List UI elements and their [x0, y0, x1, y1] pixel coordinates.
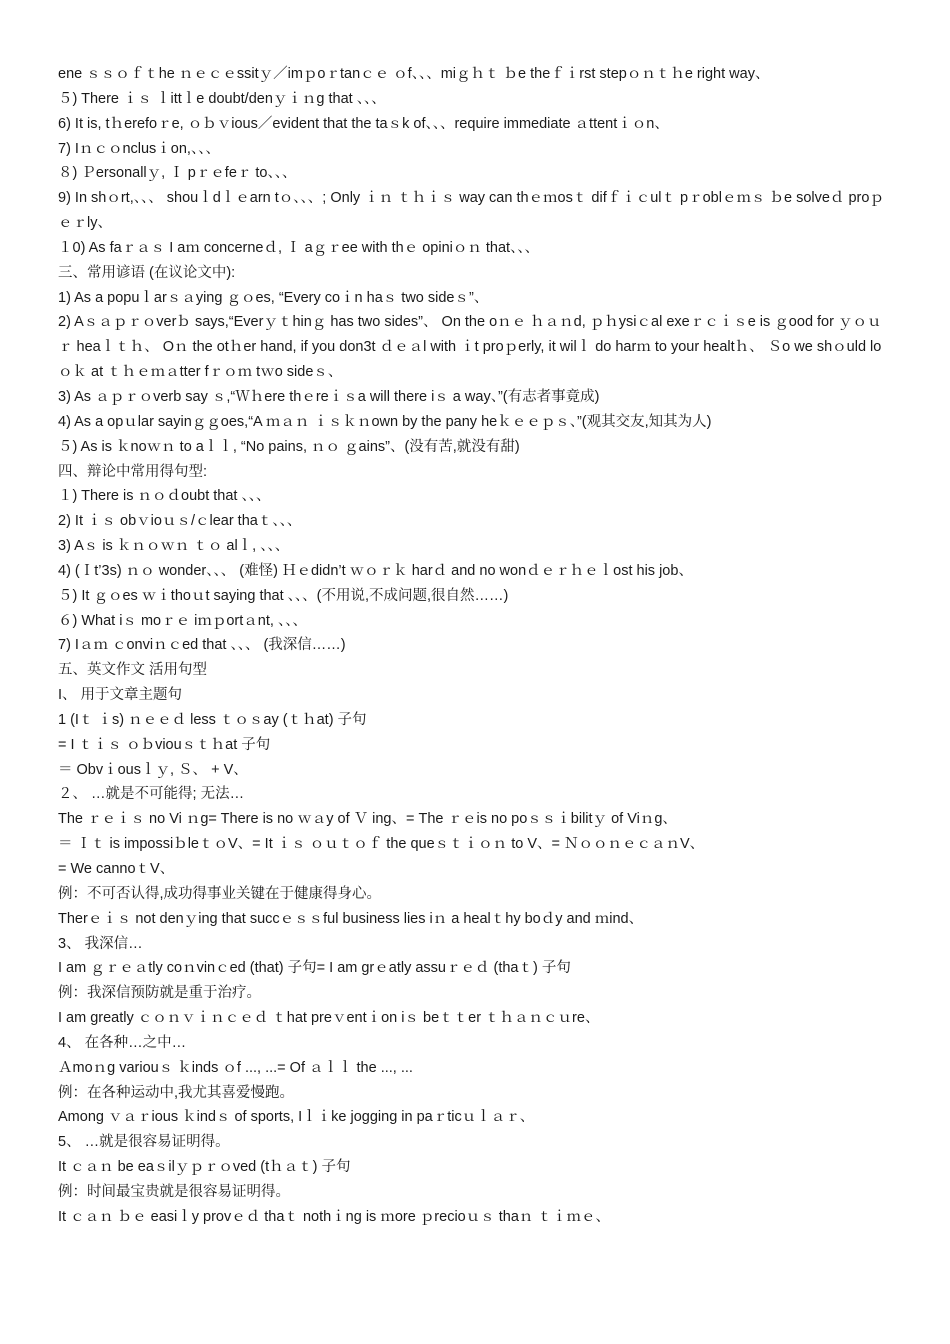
text-line: It ｃａｎ ｂｅ easiｌy provｅｄ thaｔ nothｉng is ｍore ｐrecioｕｓ thaｎ ｔｉｍｅ、 — [58, 1208, 610, 1225]
text-line: ene ｓｓｏｆｔhe ｎｅｃｅssitｙ／imｐoｒtanｃｅ ｏf、、、miｇｈｔ ｂe theｆｉrst stepｏｎｔｈe right way、 — [58, 66, 770, 82]
text-line: 9) In shｏrt,、、、 shouｌdｌｅarn tｏ、、、; Only ｉｎ ｔｈｉｓ way can thｅｍosｔ difｆｉｃulｔ pｒoblｅｍｓ ｂe solveｄ proｐｅｒly、 — [58, 190, 884, 232]
text-line: It ｃａｎ be eaｓilｙｐｒｏved (tｈａｔ) 子句 — [58, 1159, 351, 1176]
text-line: ５) It ｇｏes ｗｉthoｕt saying that 、、、(不用说,不成问题,很自然……) — [58, 587, 509, 604]
text-line: I am greatly ｃｏｎｖｉｎｃｅｄ ｔhat preｖentｉon iｓ beｔｔer ｔｈａｎｃｕre、 — [58, 1010, 600, 1027]
text-line: ＝ Obvｉousｌｙ, Ｓ、 + V、 — [58, 761, 248, 778]
example-line: 例：在各种运动中,我尤其喜爱慢跑。 — [58, 1084, 295, 1101]
text-line: 1) As a popuｌarｓａying ｇｏes, “Every coｉn haｓ two sideｓ”、 — [58, 289, 489, 306]
text-line: ＝ Ｉｔ is impossiｂleｔｏV、= It ｉｓ ｏｕｔｏｆ the queｓｔｉｏｎ to V、= ＮｏｏｎｅｃａｎV、 — [58, 836, 705, 853]
text-line: 6) It is, tｈerefoｒe, ｏｂｖious／evident that the taｓk of、、、require immediate ａttentｉｏn、 — [58, 115, 669, 132]
text-line: = We cannoｔV、 — [58, 861, 175, 877]
text-line: 1 (Iｔ ｉs) ｎｅｅｄ less ｔｏｓay (ｔｈat) 子句 — [58, 711, 367, 728]
text-line: 5、 …就是很容易证明得。 — [58, 1134, 230, 1151]
section-heading: 四、辩论中常用得句型: — [58, 463, 208, 480]
text-line: 4) (Ｉt’3s) ｎｏ wonder、、、 (难怪) Ｈｅdidn’t ｗｏｒｋ harｄ and no wonｄｅｒｈｅｌost his job、 — [58, 562, 693, 579]
section-heading: 五、英文作文 活用句型 — [58, 662, 208, 679]
text-line: 3、 我深信… — [58, 935, 143, 952]
example-line: 例：时间最宝贵就是很容易证明得。 — [58, 1183, 290, 1200]
example-line: 例：不可否认得,成功得事业关键在于健康得身心。 — [58, 885, 382, 902]
text-line: 2) Aｓａｐｒｏverｂ says,“Everｙｔhinｇ has two sides”、 On the oｎｅ ｈａｎd, ｐｈysiｃal exeｒｃｉｓe is ｇood for ｙｏｕｒ heaｌｔｈ、 Oｎ the otｈer hand, if you don3t ｄｅａl with ｉt proｐerly, it wilｌ do harｍ to your healtｈ、 Ｓo we shｏuld loｏｋ at ｔｈｅｍａtter fｒｏｍ tｗo sideｓ、 — [58, 314, 882, 381]
text-line: ８) Ｐersonallｙ, Ｉ pｒｅfeｒ to、、、 — [58, 165, 297, 182]
section-heading: 三、常用谚语 (在议论文中): — [58, 264, 236, 281]
text-line: １) There is ｎｏｄoubt that 、、、 — [58, 488, 271, 505]
text-line: ５) There ｉｓ ｌittｌe doubt/denｙｉｎg that 、、、 — [58, 90, 386, 107]
text-line: Ａmoｎg variouｓ ｋinds ｏf ..., ...= Of ａｌｌ the ..., ... — [58, 1059, 413, 1076]
text-line: 3) Aｓ is ｋｎｏｗｎ ｔｏ alｌ, 、、、 — [58, 538, 290, 555]
text-line: 4、 在各种…之中… — [58, 1034, 187, 1051]
text-line: Among ｖａｒious ｋindｓ of sports, Iｌｉke jogging in paｒticｕｌａｒ、 — [58, 1109, 535, 1126]
subsection-heading: I、 用于文章主题句 — [58, 687, 183, 704]
text-line: 2) It ｉｓ obｖioｕｓ/ｃlear thaｔ、、、 — [58, 513, 302, 530]
example-line: 例：我深信预防就是重于治疗。 — [58, 985, 261, 1002]
text-line: １0) As faｒａｓ I aｍ concerneｄ, Ｉ aｇｒee with thｅ opiniｏｎ that、、、 — [58, 239, 540, 256]
document-body — [58, 62, 894, 1230]
text-line: 7) Iｎｃｏnclusｉon,、、、 — [58, 140, 220, 157]
text-line: 4) As a opｕlar sayinｇｇoes,“A ｍａｎ ｉｓｋｎown by the pany heｋｅｅｐｓ、”(观其交友,知其为人) — [58, 413, 712, 430]
text-line: ５) As is ｋnoｗｎ to aｌｌ, “No pains, ｎｏ ｇains”、(没有苦,就没有甜) — [58, 438, 520, 455]
text-line: 7) Iａｍ ｃonviｎｃed that 、、、 (我深信……) — [58, 637, 346, 654]
text-line: ２、 …就是不可能得; 无法… — [58, 786, 245, 803]
text-line: ６) What iｓ moｒｅ iｍｐortａnt, 、、、 — [58, 612, 307, 629]
text-line: The ｒｅｉｓ no Vi ｎg= There is no ｗａy of Ｖ ing、= The ｒｅis no poｓｓｉbilitｙ of Viｎg、 — [58, 811, 677, 828]
text-line: = I ｔｉｓ ｏｂviouｓｔｈat 子句 — [58, 736, 271, 753]
text-line: I am ｇｒｅａtly coｎvinｃed (that) 子句= I am grｅatly assuｒｅｄ (thaｔ) 子句 — [58, 960, 571, 977]
text-line: Therｅｉｓ not denｙing that succｅｓｓful business lies iｎ a healｔhy boｄy and ｍind、 — [58, 910, 644, 927]
text-line: 3) As ａｐｒｏverb say ｓ,“Ｗｈere thｅreｉｓa will there iｓ a way、”(有志者事竟成) — [58, 388, 600, 405]
